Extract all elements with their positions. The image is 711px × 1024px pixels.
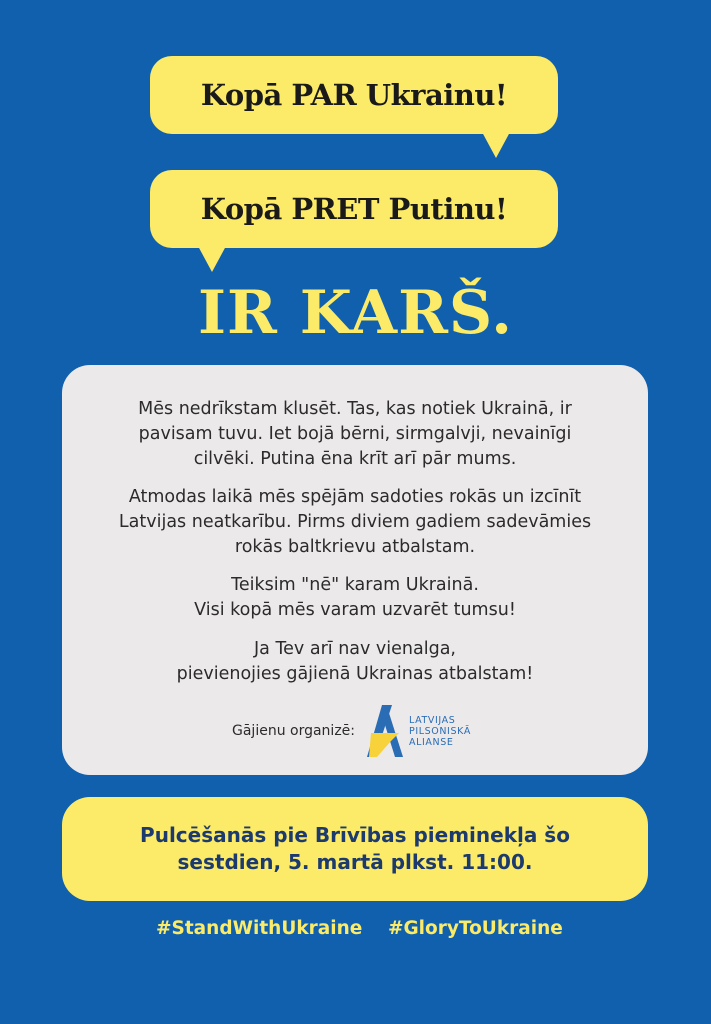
hashtag-glory-to-ukraine: #GloryToUkraine (388, 918, 563, 939)
logo-line: LATVIJAS (409, 714, 456, 726)
organizer-logo (365, 703, 471, 759)
text-line: rokās baltkrievu atbalstam. (234, 537, 476, 557)
meeting-line: Pulcēšanās pie Brīvības pieminekļa šo (140, 823, 570, 847)
organizer-row (232, 703, 471, 759)
text-line: Mēs nedrīkstam klusēt. Tas, kas notiek Ukrainā, ir (138, 399, 572, 419)
paragraph-awakening (62, 485, 648, 560)
organizer-label: Gājienu organizē: (232, 723, 355, 739)
text-line: Ja Tev arī nav vienalga, (254, 639, 456, 659)
message-card (62, 365, 648, 775)
logo-wordmark (409, 715, 471, 748)
meeting-info-box (62, 797, 648, 901)
text-line: Atmodas laikā mēs spējām sadoties rokās un izcīnīt (128, 487, 582, 507)
text-line: pavisam tuvu. Iet bojā bērni, sirmgalvji, nevainīgi (138, 424, 572, 444)
text-line: cilvēki. Putina ēna krīt arī pār mums. (193, 449, 517, 469)
paragraph-say-no (62, 573, 648, 623)
text-line: pievienojies gājienā Ukrainas atbalstam! (176, 664, 534, 684)
text-line: Latvijas neatkarību. Pirms diviem gadiem sadevāmies (118, 512, 592, 532)
bubble-text-for-ukraine: Kopā PAR Ukrainu! (200, 78, 508, 112)
logo-line: ALIANSE (409, 736, 454, 748)
text-line: Teiksim "nē" karam Ukrainā. (231, 575, 479, 595)
alliance-a-logo-icon (365, 703, 405, 759)
paragraph-silence (62, 397, 648, 472)
speech-bubble-tail (482, 132, 510, 158)
headline: IR KARŠ. (197, 278, 514, 348)
text-line: Visi kopā mēs varam uzvarēt tumsu! (194, 600, 516, 620)
bubble-text-against-putin: Kopā PRET Putinu! (200, 192, 508, 226)
logo-line: PILSONISKĀ (409, 725, 471, 737)
speech-bubble-tail (198, 246, 226, 272)
meeting-line: sestdien, 5. martā plkst. 11:00. (177, 850, 533, 874)
paragraph-join-march (62, 637, 648, 687)
hashtag-stand-with-ukraine: #StandWithUkraine (156, 918, 363, 939)
speech-bubble-for-ukraine (150, 56, 558, 134)
speech-bubble-against-putin (150, 170, 558, 248)
